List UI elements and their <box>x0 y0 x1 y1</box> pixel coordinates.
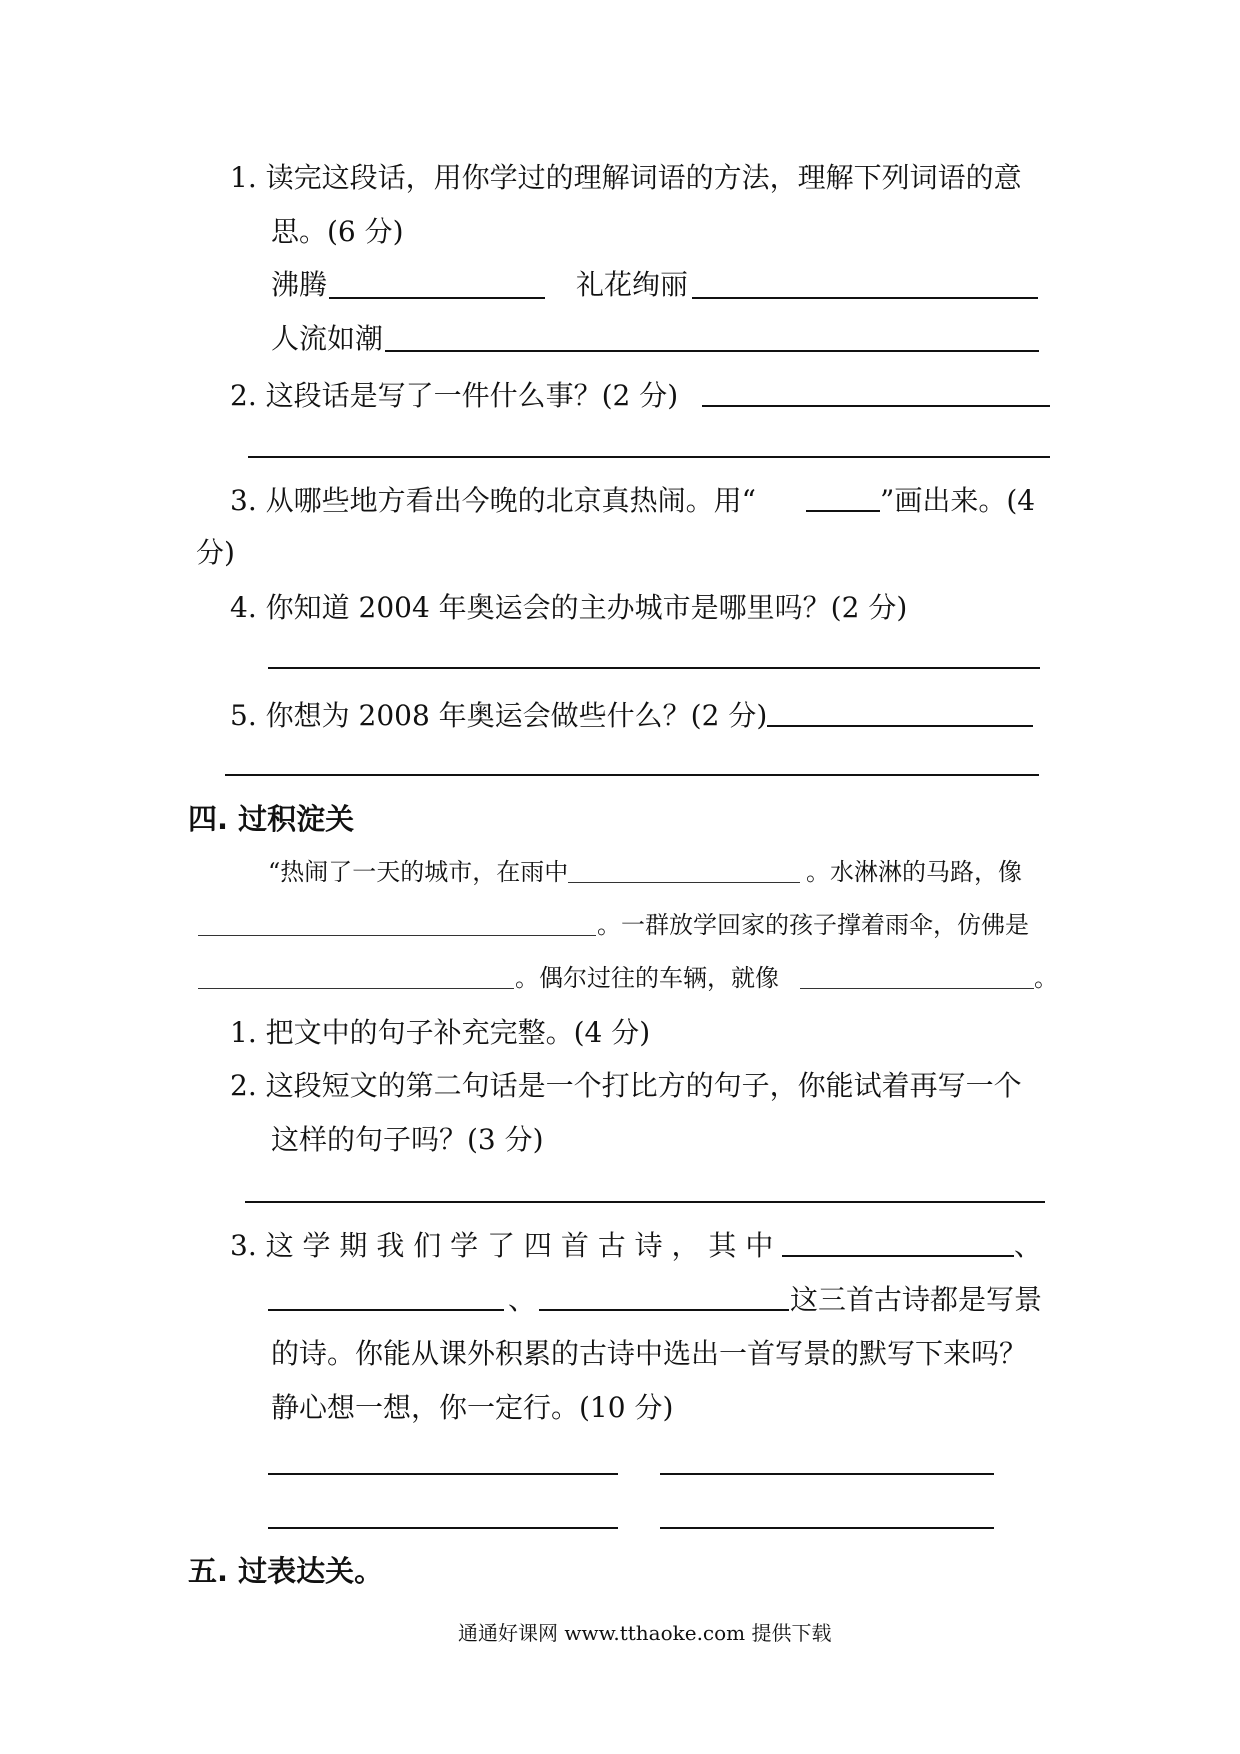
mark-line-sample <box>806 510 880 512</box>
section-5-title: 五. 过表达关。 <box>188 1554 384 1588</box>
q1-line2: 思。(6 分) <box>271 215 404 248</box>
q1-line1: 1. 读完这段话，用你学过的理解词语的方法，理解下列词语的意 <box>230 161 1022 194</box>
s4-item2-line2: 这样的句子吗？(3 分) <box>271 1123 544 1156</box>
answer-line[interactable] <box>767 725 1033 727</box>
s4-passage-line3-a: 。偶尔过往的车辆，就像 <box>515 964 779 992</box>
s4-item3-line4: 静心想一想，你一定行。(10 分) <box>271 1391 674 1424</box>
s4-passage-line2: 。一群放学回家的孩子撑着雨伞，仿佛是 <box>597 911 1029 939</box>
answer-line[interactable] <box>268 1309 504 1311</box>
footer-source: 通通好课网 www.tthaoke.com 提供下载 <box>458 1621 832 1645</box>
blank-line[interactable] <box>198 988 514 989</box>
q2-text: 2. 这段话是写了一件什么事？(2 分) <box>230 379 679 412</box>
answer-line[interactable] <box>385 350 1039 352</box>
poem-line[interactable] <box>660 1473 994 1475</box>
s4-item2-line1: 2. 这段短文的第二句话是一个打比方的句子，你能试着再写一个 <box>230 1069 1022 1102</box>
answer-line[interactable] <box>248 456 1050 458</box>
q1-word-lihua: 礼花绚丽 <box>576 268 689 301</box>
answer-line[interactable] <box>782 1255 1014 1257</box>
q4-text: 4. 你知道 2004 年奥运会的主办城市是哪里吗？(2 分) <box>230 591 908 624</box>
q1-word-renliu: 人流如潮 <box>271 322 384 355</box>
q3-text: 3. 从哪些地方看出今晚的北京真热闹。用“ <box>230 484 756 517</box>
s4-item3-sep: 、 <box>508 1283 537 1316</box>
answer-line[interactable] <box>329 297 545 299</box>
answer-line[interactable] <box>268 667 1040 669</box>
poem-line[interactable] <box>268 1527 618 1529</box>
s4-passage-line1-a: “热闹了一天的城市，在雨中 <box>268 858 569 886</box>
poem-line[interactable] <box>268 1473 618 1475</box>
s4-passage-line1-b: 。水淋淋的马路，像 <box>806 858 1022 886</box>
q5-text: 5. 你想为 2008 年奥运会做些什么？(2 分) <box>230 699 768 732</box>
s4-item1: 1. 把文中的句子补充完整。(4 分) <box>230 1016 651 1049</box>
answer-line[interactable] <box>225 774 1039 776</box>
s4-item3-line3: 的诗。你能从课外积累的古诗中选出一首写景的默写下来吗？ <box>271 1337 1028 1370</box>
s4-item3-line1: 3. 这 学 期 我 们 学 了 四 首 古 诗 ， 其 中 <box>230 1229 774 1262</box>
blank-line[interactable] <box>198 935 596 936</box>
s4-item3-comma: 、 <box>1014 1229 1043 1262</box>
answer-line[interactable] <box>245 1201 1045 1203</box>
answer-line[interactable] <box>692 297 1038 299</box>
s4-item3-line2-end: 这三首古诗都是写景 <box>790 1283 1043 1316</box>
q3-text-mid: ”画出来。(4 <box>880 484 1036 517</box>
s4-passage-line3-b: 。 <box>1034 964 1058 992</box>
answer-line[interactable] <box>539 1309 789 1311</box>
blank-line[interactable] <box>568 882 800 883</box>
poem-line[interactable] <box>660 1527 994 1529</box>
blank-line[interactable] <box>800 988 1034 989</box>
q3-cont: 分) <box>196 536 235 569</box>
q1-word-feiteng: 沸腾 <box>271 268 328 301</box>
section-4-title: 四. 过积淀关 <box>188 802 355 836</box>
answer-line[interactable] <box>702 405 1050 407</box>
